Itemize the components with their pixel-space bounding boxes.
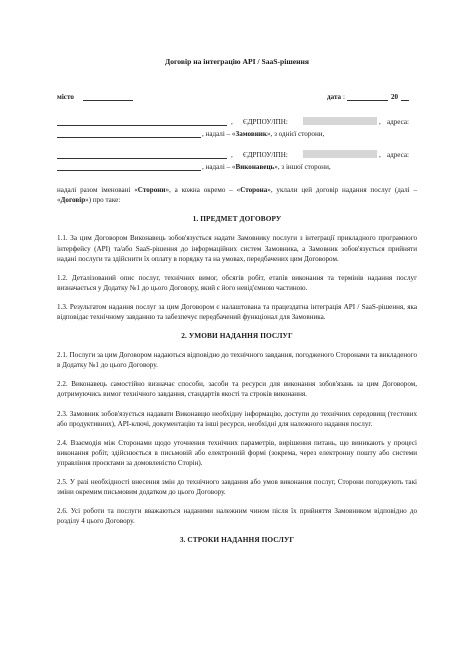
contractor-address-label: адреса: (387, 151, 409, 159)
year-prefix: 20 (391, 93, 399, 101)
contractor-role: Виконавець (235, 163, 275, 171)
contractor-edrpou-label: ЄДРПОУ/ІПН: (243, 151, 288, 159)
customer-address-field[interactable] (57, 129, 201, 138)
clause-1-2: 1.2. Деталізований опис послуг, технічних вимог, обсягів робіт, етапів виконання та термінів надання послуг визначається у Додатку №1 до цього Договору, який є його невід'ємною частиною. (57, 273, 417, 292)
clause-1-3: 1.3. Результатом надання послуг за цим Договором є налаштована та працездатна інтеграція API / SaaS-рішення, яка відповідає технічному завданню та забезпечує передбачений функціонал для Замовника. (57, 302, 417, 321)
contractor-edrpou-field[interactable] (303, 150, 377, 158)
document-title: Договір на інтеграцію API / SaaS-рішення (164, 57, 310, 66)
date-label: дата (327, 93, 342, 101)
city-date-row: місто дата : 20 (57, 92, 417, 103)
contractor-line-2: , надалі – «Виконавець», з іншої сторони, (57, 162, 417, 173)
contractor-address-field[interactable] (57, 162, 201, 171)
customer-address-label: адреса: (387, 118, 409, 126)
city-label: місто (57, 93, 74, 101)
customer-line-1: , ЄДРПОУ/ІПН: , адреса: (57, 117, 417, 128)
section-heading-3: 3. СТРОКИ НАДАННЯ ПОСЛУГ (179, 535, 295, 545)
customer-edrpou-label: ЄДРПОУ/ІПН: (243, 118, 288, 126)
clause-2-5: 2.5. У разі необхідності внесення змін до технічного завдання або умов виконання послуг, Сторони погоджують такі зміни окремим письмовим додатком до цього Договору. (57, 477, 417, 496)
customer-line-2: , надалі – «Замовник», з однієї сторони, (57, 129, 417, 140)
date-field[interactable] (347, 92, 388, 101)
intro-paragraph: надалі разом іменовані «Сторони», а кожна окремо – «Сторона», уклали цей договір надання послуг (далі – «Договір») про таке: (57, 186, 417, 205)
contractor-line-1: , ЄДРПОУ/ІПН: , адреса: (57, 150, 417, 161)
clause-2-1: 2.1. Послуги за цим Договором надаються відповідно до технічного завдання, погодженого Сторонами та викладеного в Додатку №1 до цього Договору. (57, 351, 417, 370)
contractor-name-field[interactable] (57, 150, 227, 159)
clause-2-4: 2.4. Взаємодія між Сторонами щодо уточнення технічних параметрів, вирішення питань, що виникають у процесі виконання робіт, здійснюється в письмовій або електронній формі (зокрема, через електронну пошту або системи управління проєктами за домовленістю Сторін). (57, 438, 417, 467)
section-heading-1: 1. ПРЕДМЕТ ДОГОВОРУ (192, 214, 282, 224)
clause-2-2: 2.2. Виконавець самостійно визначає способи, засоби та ресурси для виконання зобов'язань за цим Договором, дотримуючись вимог технічного завдання, стандартів якості та строків виконання. (57, 380, 417, 399)
customer-name-field[interactable] (57, 117, 227, 126)
section-heading-2: 2. УМОВИ НАДАННЯ ПОСЛУГ (181, 330, 293, 340)
year-field[interactable] (401, 92, 409, 101)
clause-1-1: 1.1. За цим Договором Виконавець зобов'язується надати Замовнику послуги з інтеграції прикладного програмного інтерфейсу (API) та/або SaaS-рішення до інформаційних систем Замовника, а Замовник зобов'язується прийняти надані послуги та здійснити їх оплату в порядку та на умовах, передбачених цим Договором. (57, 234, 417, 263)
clause-2-3: 2.3. Замовник зобов'язується надавати Виконавцю необхідну інформацію, доступи до технічних середовищ (тестових або продуктивних), API-ключі, документацію та інші ресурси, необхідні для належного надання послуг. (57, 409, 417, 428)
customer-edrpou-field[interactable] (303, 117, 377, 125)
city-field[interactable] (83, 92, 133, 101)
customer-role: Замовник (235, 130, 267, 138)
clause-2-6: 2.6. Усі роботи та послуги вважаються наданими належним чином після їх прийняття Замовником відповідно до розділу 4 цього Договору. (57, 506, 417, 526)
